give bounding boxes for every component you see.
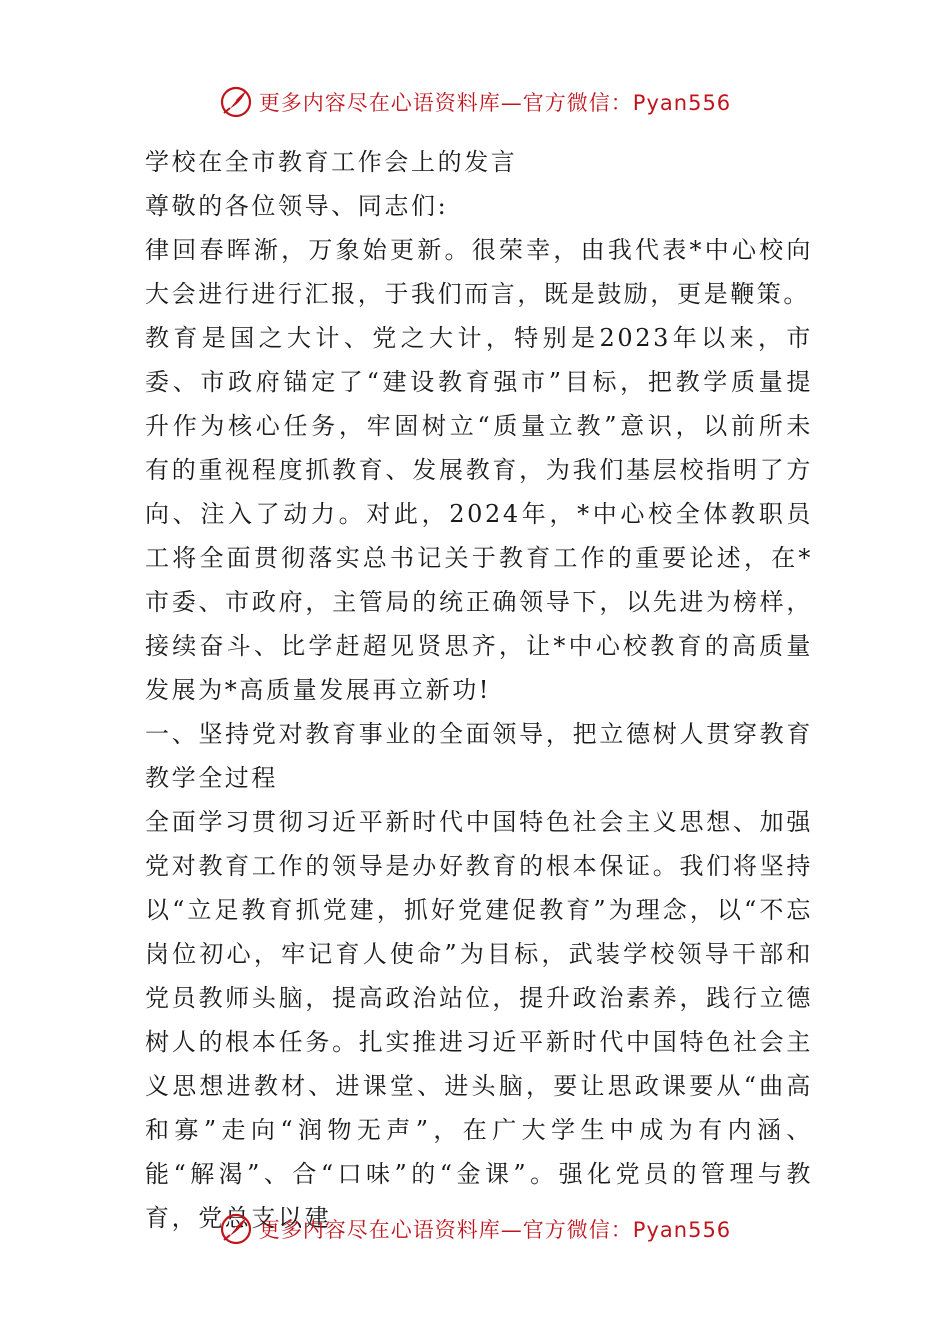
quill-pen-logo-icon — [219, 1212, 253, 1246]
header-banner — [0, 82, 950, 122]
footer-banner — [0, 1209, 950, 1249]
section-heading-1: 一、坚持党对教育事业的全面领导，把立德树人贯穿教育教学全过程 — [145, 720, 813, 792]
paragraph-background: 教育是国之大计、党之大计，特别是2023年以来，市委、市政府锚定了“建设教育强市”目标，把教学质量提升作为核心任务，牢固树立“质量立教”意识，以前所未有的重视程度抓教育、发展教育，为我们基层校指明了方向、注入了动力。对此，2024年，*中心校全体教职员工将全面贯彻落实总书记关于教育工作的重要论述，在*市委、市政府，主管局的统正确领导下，以先进为榜样，接续奋斗、比学赶超见贤思齐，让*中心校教育的高质量发展为*高质量发展再立新功! — [145, 324, 813, 704]
banner-text: 更多内容尽在心语资料库—官方微信：Pyan556 — [258, 1218, 732, 1242]
paragraph-opening: 律回春晖渐，万象始更新。很荣幸，由我代表*中心校向大会进行进行汇报，于我们而言，既是鼓励，更是鞭策。 — [145, 236, 813, 308]
document-body — [145, 140, 813, 1240]
quill-pen-logo-icon — [219, 85, 253, 119]
banner-text: 更多内容尽在心语资料库—官方微信：Pyan556 — [258, 91, 732, 115]
document-title: 学校在全市教育工作会上的发言 — [145, 148, 518, 176]
paragraph-section-1: 全面学习贯彻习近平新时代中国特色社会主义思想、加强党对教育工作的领导是办好教育的根本保证。我们将坚持以“立足教育抓党建，抓好党建促教育”为理念，以“不忘岗位初心，牢记育人使命”为目标，武装学校领导干部和党员教师头脑，提高政治站位，提升政治素养，践行立德树人的根本任务。扎实推进习近平新时代中国特色社会主义思想进教材、进课堂、进头脑，要让思政课要从“曲高和寡”走向“润物无声”，在广大学生中成为有内涵、能“解渴”、合“口味”的“金课”。强化党员的管理与教育，党总支以建 — [145, 808, 813, 1232]
salutation: 尊敬的各位领导、同志们: — [145, 192, 449, 220]
